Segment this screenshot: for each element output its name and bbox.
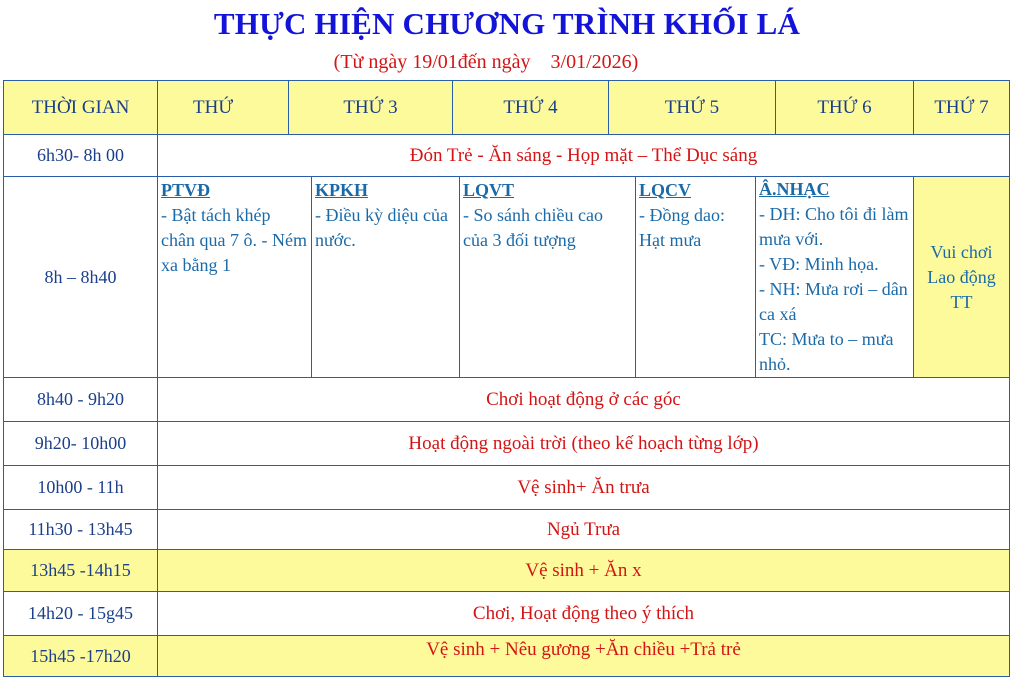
lesson-content: - DH: Cho tôi đi làm mưa với. - VĐ: Minh họa. - NH: Mưa rơi – dân ca xá TC: Mưa to – mưa nhỏ. (759, 204, 909, 374)
lesson-content: - Bật tách khép chân qua 7 ô. - Ném xa bằng 1 (161, 205, 307, 275)
header-day-4: THỨ 4 (452, 80, 609, 135)
time-cell: 6h30- 8h 00 (3, 134, 158, 177)
lesson-subject: KPKH (315, 180, 368, 200)
header-thu: THỨ (157, 80, 289, 135)
date-range-subtitle: (Từ ngày 19/01đến ngày 3/01/2026) (333, 51, 639, 73)
lesson-cell-mon (157, 176, 312, 378)
lesson-cell-tue (311, 176, 460, 378)
lesson-subject: LQCV (639, 180, 692, 200)
activity-cell: Đón Trẻ - Ăn sáng - Họp mặt – Thể Dục sáng (157, 134, 1010, 177)
lesson-subject: PTVĐ (161, 180, 210, 200)
lesson-cell-thu (635, 176, 756, 378)
lesson-content: - Đồng dao: Hạt mưa (639, 205, 725, 250)
time-cell: 14h20 - 15g45 (3, 591, 158, 636)
activity-cell: Vệ sinh+ Ăn trưa (157, 465, 1010, 510)
activity-cell: Ngủ Trưa (157, 509, 1010, 550)
header-day-5: THỨ 5 (608, 80, 776, 135)
header-time: THỜI GIAN (3, 80, 158, 135)
time-cell: 13h45 -14h15 (3, 549, 158, 592)
header-day-6: THỨ 6 (775, 80, 914, 135)
header-day-7: THỨ 7 (913, 80, 1010, 135)
activity-cell: Vệ sinh + Ăn x (157, 549, 1010, 592)
lesson-cell-wed (459, 176, 636, 378)
lesson-subject: Â.NHẠC (759, 179, 830, 199)
time-cell: 15h45 -17h20 (3, 635, 158, 677)
header-day-3: THỨ 3 (288, 80, 453, 135)
lesson-content: - So sánh chiều cao của 3 đối tượng (463, 205, 603, 250)
time-cell: 8h40 - 9h20 (3, 377, 158, 422)
lesson-subject: LQVT (463, 180, 515, 200)
lesson-content: - Điều kỳ diệu của nước. (315, 205, 448, 250)
activity-cell: Chơi, Hoạt động theo ý thích (157, 591, 1010, 636)
activity-cell: Hoạt động ngoài trời (theo kế hoạch từng lớp) (157, 421, 1010, 466)
activity-cell: Vệ sinh + Nêu gương +Ăn chiều +Trả trẻ (157, 635, 1010, 677)
time-cell: 10h00 - 11h (3, 465, 158, 510)
time-cell: 11h30 - 13h45 (3, 509, 158, 550)
lesson-cell-fri (755, 176, 914, 378)
page-title: THỰC HIỆN CHƯƠNG TRÌNH KHỐI LÁ (213, 6, 801, 41)
time-cell: 8h – 8h40 (3, 176, 158, 378)
lesson-cell-sat: Vui chơi Lao động TT (913, 176, 1010, 378)
time-cell: 9h20- 10h00 (3, 421, 158, 466)
activity-cell: Chơi hoạt động ở các góc (157, 377, 1010, 422)
